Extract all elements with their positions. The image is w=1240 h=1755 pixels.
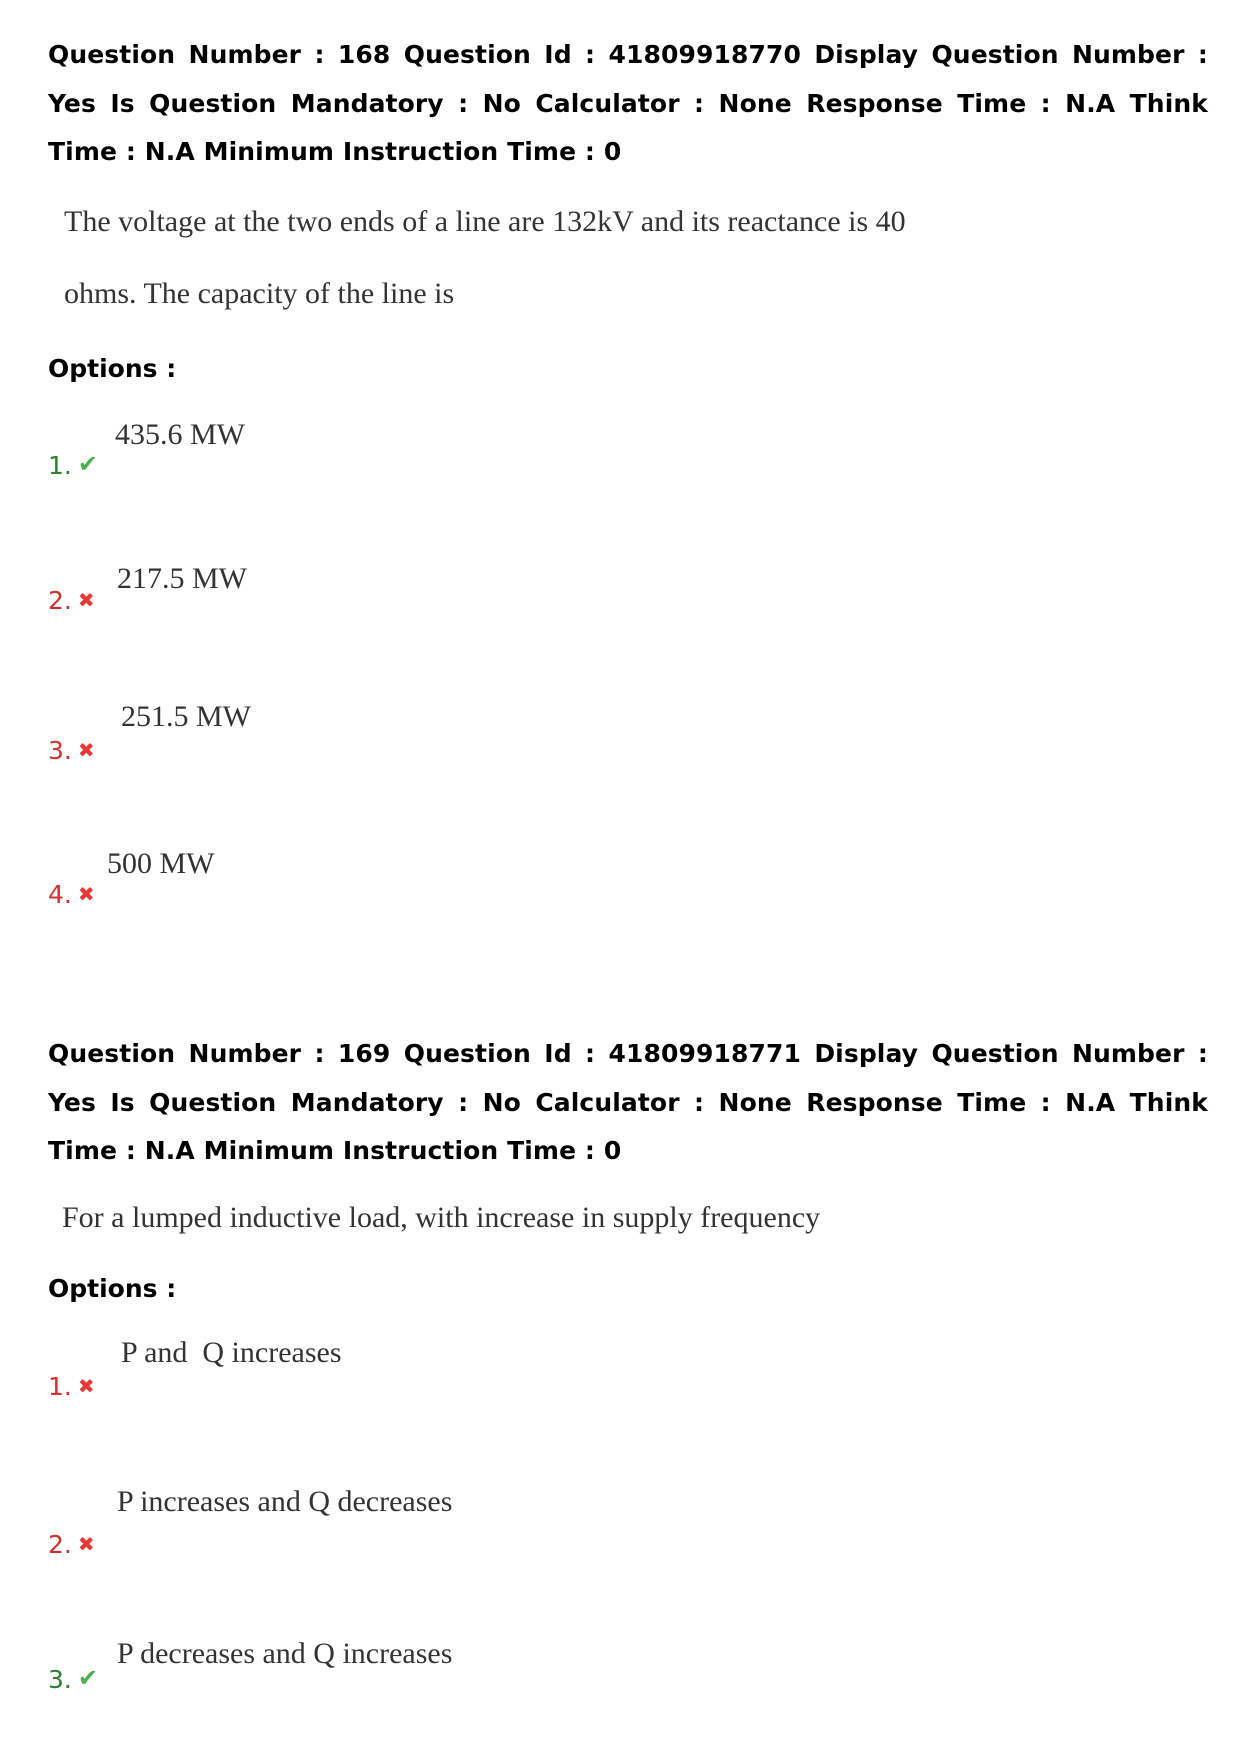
- option-number: 2.: [48, 586, 72, 615]
- option-text: 217.5 MW: [117, 562, 247, 595]
- question-text-line: The voltage at the two ends of a line are 132kV and its reactance is 40: [64, 205, 906, 238]
- option-number: 1.: [48, 451, 72, 480]
- option-number: 3.: [48, 736, 72, 765]
- option-text: P and Q increases: [121, 1336, 342, 1369]
- option-marker: [48, 880, 95, 909]
- cross-icon: ✖: [77, 1374, 95, 1398]
- question-text-line: ohms. The capacity of the line is: [64, 277, 455, 310]
- cross-icon: ✖: [77, 882, 95, 906]
- question-meta: Question Number : 169 Question Id : 41809918771 Display Question Number : Yes Is Question Mandatory : No Calculator : None Response Time : N.A Think Time : N.A Minimum Instruction Time : 0: [48, 1039, 1208, 1165]
- cross-icon: ✖: [77, 738, 95, 762]
- option-marker: [48, 736, 95, 765]
- option-text: P increases and Q decreases: [117, 1485, 453, 1518]
- option-text: 435.6 MW: [115, 418, 245, 451]
- options-heading: Options :: [48, 354, 177, 383]
- option-marker: [48, 1530, 95, 1559]
- option-marker: [48, 450, 98, 480]
- option-number: 4.: [48, 880, 72, 909]
- options-heading: Options :: [48, 1274, 177, 1303]
- option-text: P decreases and Q increases: [117, 1637, 453, 1670]
- option-number: 3.: [48, 1665, 72, 1694]
- option-number: 1.: [48, 1372, 72, 1401]
- cross-icon: ✖: [77, 1532, 95, 1556]
- option-number: 2.: [48, 1530, 72, 1559]
- option-marker: [48, 1664, 98, 1694]
- cross-icon: ✖: [77, 588, 95, 612]
- option-marker: [48, 1372, 95, 1401]
- check-icon: ✔: [77, 450, 98, 478]
- option-marker: [48, 586, 95, 615]
- question-meta: Question Number : 168 Question Id : 41809918770 Display Question Number : Yes Is Question Mandatory : No Calculator : None Response Time : N.A Think Time : N.A Minimum Instruction Time : 0: [48, 40, 1208, 166]
- check-icon: ✔: [77, 1664, 98, 1692]
- option-text: 251.5 MW: [121, 700, 251, 733]
- question-text-line: For a lumped inductive load, with increase in supply frequency: [62, 1201, 821, 1234]
- option-text: 500 MW: [107, 847, 215, 880]
